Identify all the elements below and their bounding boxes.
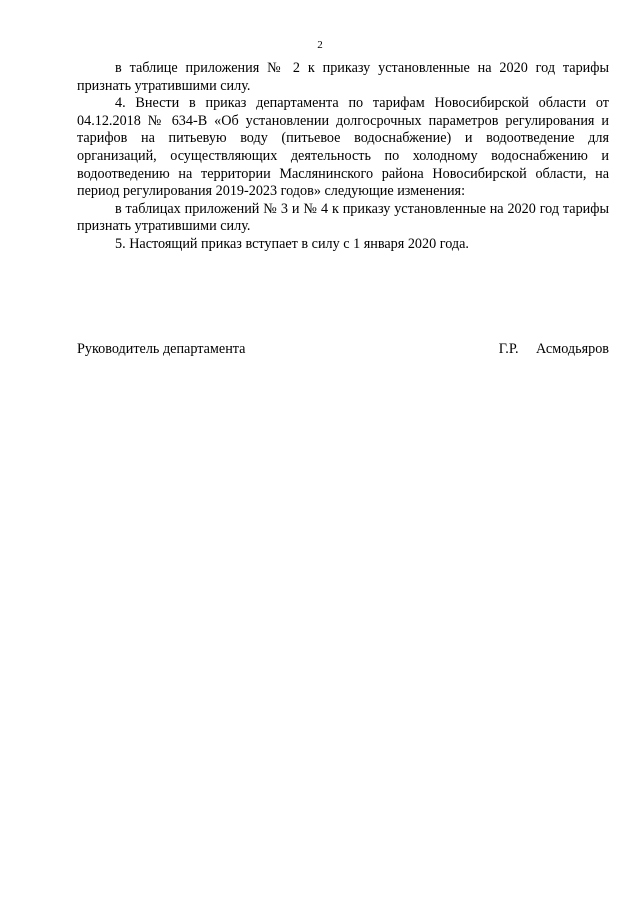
document-body <box>77 60 609 254</box>
paragraph-item-4: 4. Внести в приказ департамента по тарифам Новосибирской области от 04.12.2018 № 634-В «Об установлении долгосрочных параметров регулирования и тарифов на питьевую воду (питьевое водоснабжение) и водоотведение для организаций, осуществляющих деятельность по холодному водоснабжению и водоотведению на территории Маслянинского района Новосибирской области, на период регулирования 2019-2023 годов» следующие изменения: <box>77 95 609 200</box>
signatory-name: Г.Р. Асмодьяров <box>498 341 609 357</box>
signatory-title: Руководитель департамента <box>77 341 246 357</box>
page-number: 2 <box>317 39 323 51</box>
paragraph-item-5: 5. Настоящий приказ вступает в силу с 1 января 2020 года. <box>115 235 469 252</box>
paragraph-table-appendix-2: в таблице приложения № 2 к приказу установленные на 2020 год тарифы признать утратившими силу. <box>77 60 609 94</box>
paragraph-tables-appendix-3-4: в таблицах приложений № 3 и № 4 к приказу установленные на 2020 год тарифы признать утратившими силу. <box>77 200 609 235</box>
signature-block <box>77 341 609 359</box>
